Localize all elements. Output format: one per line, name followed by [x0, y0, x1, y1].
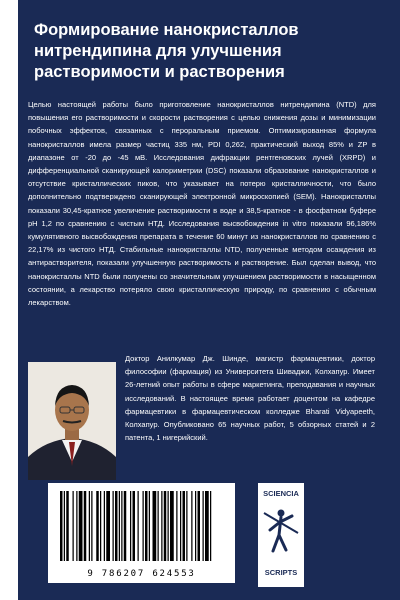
barcode-bar: [168, 491, 169, 561]
barcode-bar: [198, 491, 201, 561]
publisher-logo: [258, 483, 304, 587]
barcode-bar: [64, 491, 65, 561]
publisher-logo-line1: SCIENCIA: [263, 489, 299, 498]
barcode-bar: [164, 491, 167, 561]
barcode-bar: [186, 491, 187, 561]
barcode-bar: [66, 491, 69, 561]
barcode-bar: [161, 491, 162, 561]
barcode-bar: [91, 491, 92, 561]
barcode-bar: [79, 491, 83, 561]
barcode-bar: [149, 491, 150, 561]
barcode-bar: [130, 491, 131, 561]
isbn-number: 9 786207 624553: [87, 569, 196, 579]
author-bio: Доктор Анилкумар Дж. Шинде, магистр фармацевтики, доктор философии (фармация) из Университета Шиваджи, Колхапур. Имеет 26-летний опыт работы в сфере маркетинга, преподавания и научных исследований. В настоящее время работает доцентом на кафедре фармацевтики в фармацевтическом колледже Bharati Vidyapeeth, Колхапур. Опубликовано 65 научных работ, 5 обзорных статей и 2 патента, 1 нигерийский.: [125, 354, 375, 443]
barcode-bar: [100, 491, 101, 561]
barcode-bar: [203, 491, 204, 561]
barcode-bar: [96, 491, 99, 561]
barcode-bar: [104, 491, 105, 561]
barcode-bar: [60, 491, 63, 561]
author-photo: [28, 362, 116, 480]
barcode-bar: [106, 491, 110, 561]
barcode-bar: [89, 491, 90, 561]
barcode-bar: [170, 491, 174, 561]
barcode-bar: [133, 491, 136, 561]
barcode-bar: [115, 491, 118, 561]
barcode-bar: [210, 491, 211, 561]
book-abstract: Целью настоящей работы было приготовление нанокристаллов нитрендипина (NTD) для повышения его растворимости и скорости растворения с целью снижения дозы и минимизации побочных эффектов, связанных с пероральным приемом. Оптимизированная формула нанокристаллов имела размер частиц 335 нм, PDI 0,262, практический выход 85% и ZP в диапазоне от -20 до -45 мВ. Исследования дифракции рентгеновских лучей (XRPD) и дифференциальной сканирующей калориметрии (DSC) показали образование нанокристаллов и отсутствие кристаллических пиков, что указывает на потерю кристалличности, что было дополнительно подтверждено сканирующей электронной микроскопией (SEM). Нанокристаллы показали 30,45-кратное увеличение растворимости в воде и 38,5-кратное - в фосфатном буфере pH 1,2 по сравнению с чистым НТД. Исследования высвобождения in vitro показали 96,186% кумулятивного высвобождения препарата в течение 60 минут из нанокристаллов по сравнению с 22,17% из чистого НТД. Стабильные нанокристаллы NTD, полученные методом осаждения из антирастворителя, показали улучшенную растворимость и растворение. Был сделан вывод, что нанокристаллы NTD были получены со значительным улучшением растворимости в насыщенном состоянии, а лекарство потеряло свою кристаллическую природу, по сравнению с обычным лекарством.: [28, 100, 376, 308]
book-title: Формирование нанокристаллов нитрендипина для улучшения растворимости и растворения: [34, 21, 299, 81]
isbn-barcode: [48, 483, 235, 583]
barcode-bar: [205, 491, 209, 561]
barcode-bar: [195, 491, 196, 561]
barcode-bar: [153, 491, 157, 561]
barcode-bar: [124, 491, 127, 561]
back-cover: [18, 0, 400, 600]
barcode-bar: [143, 491, 144, 561]
barcode-bar: [84, 491, 87, 561]
publisher-logo-line2: SCRIPTS: [264, 568, 298, 577]
barcode-bar: [191, 491, 192, 561]
barcode-bar: [180, 491, 181, 561]
barcode-bar: [119, 491, 120, 561]
barcode-bar: [158, 491, 159, 561]
barcode-bar: [121, 491, 122, 561]
barcode-bar: [145, 491, 148, 561]
barcode-bar: [113, 491, 114, 561]
barcode-bar: [73, 491, 74, 561]
barcode-bar: [183, 491, 186, 561]
barcode-bar: [76, 491, 77, 561]
barcode-bar: [176, 491, 177, 561]
barcode-bar: [138, 491, 139, 561]
